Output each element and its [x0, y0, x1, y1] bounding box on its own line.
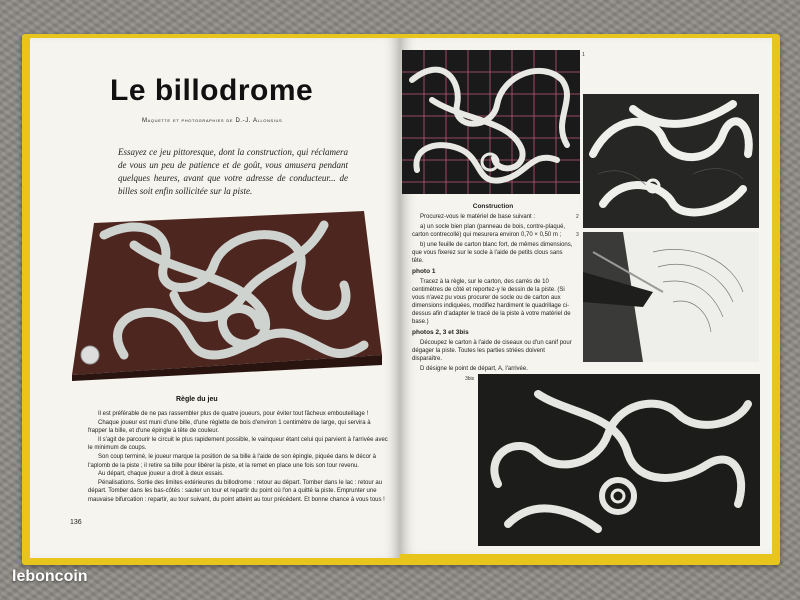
figure-label: 1	[582, 52, 585, 58]
photos23-text: Découpez le carton à l'aide de ciseaux ou d'un canif pour dégager la piste. Toutes les parties striées doivent disparaître.	[412, 340, 572, 362]
rules-heading: Règle du jeu	[176, 396, 218, 403]
construction-section	[412, 200, 574, 375]
page-number: 136	[70, 519, 82, 526]
material-a: a) un socle bien plan (panneau de bois, contre-plaqué, carton contrecollé) qui mesurera environ 0,70 × 0,50 m ;	[412, 224, 566, 238]
figure-label: 3bis	[465, 376, 475, 382]
photo1-text: Tracez à la règle, sur le carton, des carrés de 10 centimètres de côté et reportez-y le dessin de la piste. (Si vous n'avez pu vous procurer de socle ou de carton aux dimensions indiquées, modifiez hardiment le quadrillage ci-dessus afin d'adapter le tracé de la piste à votre matériel de base.)	[412, 279, 571, 325]
figure-label: 2	[576, 214, 579, 220]
rules-paragraph: Pénalisations. Sortie des limites extérieures du billodrome : retour au départ. Tomber dans le lac : retour au départ. Tomber dans les bas-côtés : sauter un tour et repartir du point où l'on a quitté la piste. Emprunter une mauvaise bifurcation : repartir, au tour suivant, du point atteint au tour précédent. Et bonne chance à vous tous !	[88, 479, 385, 503]
byline: Maquette et photographies de D.-J. Allonsius	[142, 118, 283, 124]
billodrome-model-photo	[64, 205, 386, 381]
construction-heading: Construction	[472, 203, 514, 210]
figure-2-cut-track	[583, 94, 759, 228]
construction-intro: Procurez-vous le matériel de base suivant :	[420, 214, 536, 220]
rules-text	[88, 410, 388, 505]
rules-paragraph: Il est préférable de ne pas rassembler plus de quatre joueurs, pour éviter tout fâcheux embouteillage !	[98, 411, 369, 417]
intro-paragraph: Essayez ce jeu pittoresque, dont la construction, qui réclamera de vous un peu de patience et de goût, vous amusera pendant quelques heures, avant que votre adresse de conducteur... de billes soit enfin sollicitée sur la piste.	[118, 147, 348, 196]
figure-label: 3	[576, 232, 579, 238]
rules-paragraph: Au départ, chaque joueur a droit à deux essais.	[98, 471, 224, 478]
photos23-note: D désigne le point de départ, A, l'arrivée.	[420, 366, 528, 372]
rules-paragraph: Son coup terminé, le joueur marque la position de sa bille à l'aide de son épingle, piquée dans le décor à l'aplomb de la piste ; il retire sa bille pour libérer la piste, et la remet en place une fois son tour revenu.	[88, 453, 376, 469]
figure-3bis-finished-track	[478, 374, 760, 546]
photos23-heading: photos 2, 3 et 3bis	[412, 329, 469, 336]
leboncoin-watermark: leboncoin	[12, 568, 88, 585]
rules-paragraph: Chaque joueur est muni d'une bille, d'une réglette de bois d'environ 1 centimètre de large, qui servira à frapper la bille, et d'une épingle à tête de couleur.	[88, 419, 371, 435]
figure-1-grid-track	[402, 50, 580, 194]
material-b: b) une feuille de carton blanc fort, de mêmes dimensions, que vous fixerez sur le socle à l'aide de petits clous sans tête.	[412, 242, 573, 264]
photo1-heading: photo 1	[412, 268, 436, 275]
rules-paragraph: Il s'agit de parcourir le circuit le plus rapidement possible, le vainqueur étant celui qui parvient à l'arrivée avec le minimum de coups.	[88, 436, 388, 452]
figure-3-cutting-photo	[583, 232, 759, 362]
article-title: Le billodrome	[110, 74, 314, 107]
